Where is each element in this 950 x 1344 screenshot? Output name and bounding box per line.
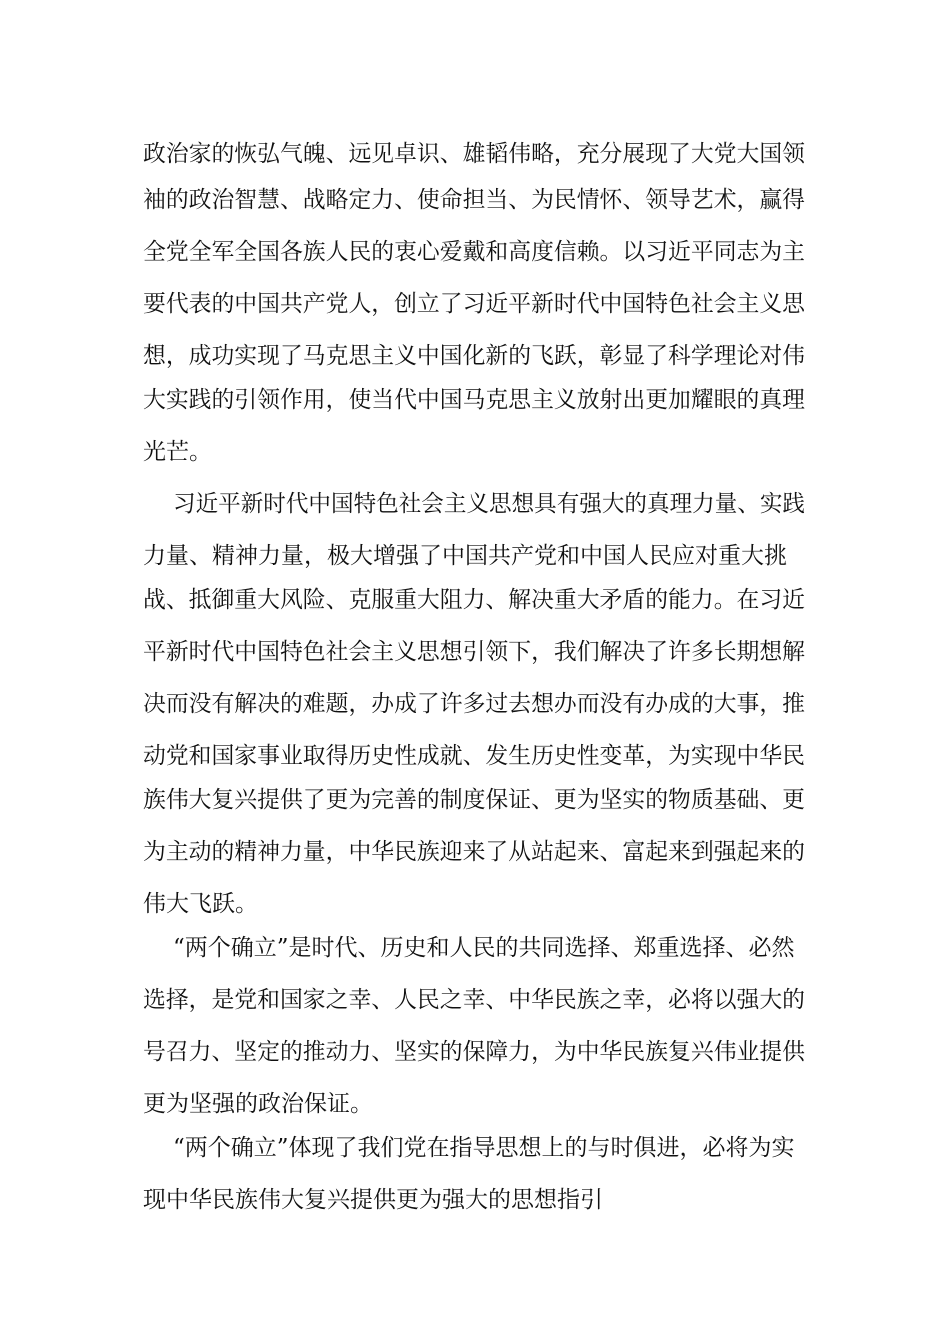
line-text: 全党全军全国各族人民的衷心爱戴和高度信赖。以习近平同志为主 (143, 239, 805, 265)
text-line (0, 226, 950, 278)
line-text: 号召力、坚定的推动力、坚实的保障力，为中华民族复兴伟业提供 (143, 1039, 805, 1065)
text-line (0, 678, 950, 730)
line-text: 光芒。 (143, 439, 212, 465)
text-line (0, 128, 950, 180)
text-line (0, 1026, 950, 1078)
line-text: 想，成功实现了马克思主义中国化新的飞跃，彰显了科学理论对伟 (143, 343, 805, 369)
line-text: 要代表的中国共产党人，创立了习近平新时代中国特色社会主义思 (143, 291, 805, 317)
text-line (0, 774, 950, 826)
line-text: 力量、精神力量，极大增强了中国共产党和中国人民应对重大挑 (143, 543, 787, 569)
line-text: 平新时代中国特色社会主义思想引领下，我们解决了许多长期想解 (143, 639, 805, 665)
text-line (0, 974, 950, 1026)
line-text: 决而没有解决的难题，办成了许多过去想办而没有办成的大事，推 (143, 691, 805, 717)
text-line (0, 374, 950, 426)
line-text: 选择，是党和国家之幸、人民之幸、中华民族之幸，必将以强大的 (143, 987, 805, 1013)
line-text: 族伟大复兴提供了更为完善的制度保证、更为坚实的物质基础、更 (143, 787, 805, 813)
line-text: “两个确立”体现了我们党在指导思想上的与时俱进，必将为实 (173, 1135, 795, 1161)
line-text: 伟大飞跃。 (143, 891, 258, 917)
text-line (0, 1174, 950, 1226)
line-text: 袖的政治智慧、战略定力、使命担当、为民情怀、领导艺术，赢得 (143, 187, 805, 213)
text-line (0, 174, 950, 226)
text-line (0, 826, 950, 878)
text-line (0, 574, 950, 626)
text-line (0, 922, 950, 974)
text-line (0, 426, 950, 478)
line-text: 为主动的精神力量，中华民族迎来了从站起来、富起来到强起来的 (143, 839, 805, 865)
line-text: 战、抵御重大风险、克服重大阻力、解决重大矛盾的能力。在习近 (143, 587, 805, 613)
text-line (0, 278, 950, 330)
line-text: 更为坚强的政治保证。 (143, 1091, 373, 1117)
line-text: 现中华民族伟大复兴提供更为强大的思想指引 (143, 1187, 603, 1213)
text-line (0, 626, 950, 678)
line-text: 动党和国家事业取得历史性成就、发生历史性变革，为实现中华民 (143, 743, 805, 769)
line-text: 习近平新时代中国特色社会主义思想具有强大的真理力量、实践 (173, 491, 805, 517)
line-text: “两个确立”是时代、历史和人民的共同选择、郑重选择、必然 (173, 935, 795, 961)
line-text: 政治家的恢弘气魄、远见卓识、雄韬伟略，充分展现了大党大国领 (143, 141, 805, 167)
text-line (0, 1122, 950, 1174)
text-line (0, 478, 950, 530)
line-text: 大实践的引领作用，使当代中国马克思主义放射出更加耀眼的真理 (143, 387, 805, 413)
